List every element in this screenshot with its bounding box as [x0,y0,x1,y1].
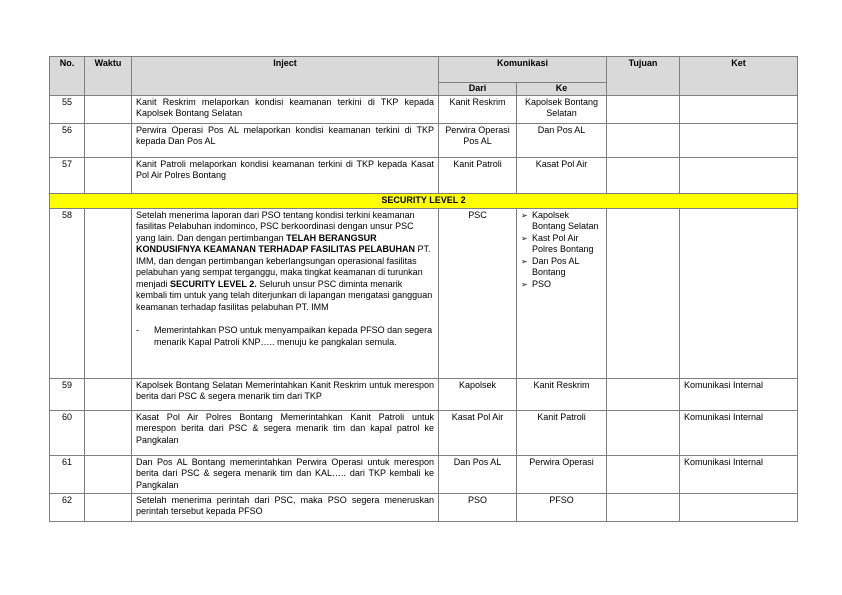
inject-table [49,56,798,522]
table-row [50,95,798,123]
table-row [50,410,798,455]
row-no: 59 [50,378,85,410]
row-ket: Komunikasi Internal [680,455,798,493]
ke-list-item: ➢ Kapolsek Bontang Selatan [521,209,599,231]
row-inject: Kanit Reskrim melaporkan kondisi keamanan terkini di TKP kepada Kapolsek Bontang Selatan [132,95,439,123]
row-dari: Kasat Pol Air [439,410,517,455]
row-waktu [85,493,132,521]
arrow-bullet-icon: ➢ [521,233,528,243]
row-ket [680,493,798,521]
row-inject: Dan Pos AL Bontang memerintahkan Perwira Operasi untuk merespon berita dari PSC & segera menarik tim dan KAL….. dari TKP kembali ke Pangkalan [132,455,439,493]
row-waktu [85,157,132,193]
ke-list [521,210,602,291]
row-inject: Kasat Pol Air Polres Bontang Memerintahkan Kanit Patroli untuk merespon berita dari PSC & segera menarik tim dan kapal patrol ke Pangkalan [132,410,439,455]
header-komunikasi: Komunikasi [439,57,607,83]
table-row [50,157,798,193]
header-ke: Ke [517,83,607,96]
row-waktu [85,95,132,123]
row-waktu [85,208,132,378]
row-no: 58 [50,208,85,378]
row-no: 61 [50,455,85,493]
row-no: 62 [50,493,85,521]
row-tujuan [607,455,680,493]
row-ket [680,208,798,378]
table-row [50,378,798,410]
table-row [50,123,798,157]
row-waktu [85,455,132,493]
row-inject [132,208,439,378]
row-tujuan [607,410,680,455]
inject-text-1: Setelah menerima laporan dari PSO tentang kondisi terkini keamanan fasilitas Pelabuhan indominco, PSC berkoordinasi dengan unsur PSC yang lain. Dan dengan pertimbangan [136,209,415,243]
header-waktu: Waktu [85,57,132,96]
row-dari: Kanit Reskrim [439,95,517,123]
row-waktu [85,123,132,157]
row-waktu [85,378,132,410]
arrow-bullet-icon: ➢ [521,210,528,220]
ke-list-item: ➢ PSO [521,278,552,289]
row-ke: Perwira Operasi [517,455,607,493]
row-no: 56 [50,123,85,157]
row-dari: Kanit Patroli [439,157,517,193]
row-ke: Kanit Reskrim [517,378,607,410]
ke-list-item: ➢ Kast Pol Air Polres Bontang [521,232,594,254]
inject-bold-2: SECURITY LEVEL 2. [170,278,257,289]
inject-bold-1: TELAH BERANGSUR KONDUSIFNYA KEAMANAN TERHADAP FASILITAS PELABUHAN [136,232,416,254]
row-ke: PFSO [517,493,607,521]
arrow-bullet-icon: ➢ [521,279,528,289]
header-inject: Inject [132,57,439,96]
row-ket [680,95,798,123]
inject-subitem-text: Memerintahkan PSO untuk menyampaikan kepada PFSO dan segera menarik Kapal Patroli KNP….. menuju ke pangkalan semula. [154,325,433,347]
row-no: 55 [50,95,85,123]
header-no: No. [50,57,85,96]
row-inject: Setelah menerima perintah dari PSC, maka PSO segera meneruskan perintah tersebut kepada PFSO [132,493,439,521]
header-dari: Dari [439,83,517,96]
table-row [50,493,798,521]
row-ke: Kasat Pol Air [517,157,607,193]
inject-text-2: PT. IMM, dan dengan pertimbangan keberlangsungan operasional fasilitas pelabuhan yang sempat terganggu, maka tingkat keamanan di turunkan menjadi [136,244,431,289]
row-dari: Dan Pos AL [439,455,517,493]
row-tujuan [607,493,680,521]
row-ket [680,157,798,193]
row-inject: Kanit Patroli melaporkan kondisi keamanan terkini di TKP kepada Kasat Pol Air Polres Bontang [132,157,439,193]
dash-bullet: - [136,325,139,335]
row-ke: Kapolsek Bontang Selatan [517,95,607,123]
section-title: SECURITY LEVEL 2 [50,193,798,208]
inject-paragraph [136,210,434,314]
row-ket: Komunikasi Internal [680,378,798,410]
row-tujuan [607,123,680,157]
row-ket [680,123,798,157]
header-tujuan: Tujuan [607,57,680,96]
row-tujuan [607,95,680,123]
row-dari: Kapolsek [439,378,517,410]
row-tujuan [607,157,680,193]
arrow-bullet-icon: ➢ [521,256,528,266]
inject-text-3: Seluruh unsur PSC diminta menarik kembali tim untuk yang telah diterjunkan di lapangan mengatasi gangguan keamanan terhadap fasilitas pelabuhan PT. IMM [136,278,433,312]
row-dari: PSO [439,493,517,521]
row-ke [517,208,607,378]
row-dari: Perwira Operasi Pos AL [439,123,517,157]
row-inject: Kapolsek Bontang Selatan Memerintahkan Kanit Reskrim untuk merespon berita dari PSC & segera menarik tim dari TKP [132,378,439,410]
table-row [50,208,798,378]
row-ke: Kanit Patroli [517,410,607,455]
row-ket: Komunikasi Internal [680,410,798,455]
ke-list-item: ➢ Dan Pos AL Bontang [521,255,580,277]
row-no: 60 [50,410,85,455]
row-ke: Dan Pos AL [517,123,607,157]
row-tujuan [607,378,680,410]
row-no: 57 [50,157,85,193]
inject-subitem [136,325,434,348]
row-inject: Perwira Operasi Pos AL melaporkan kondisi keamanan terkini di TKP kepada Dan Pos AL [132,123,439,157]
table-row [50,455,798,493]
header-ket: Ket [680,57,798,96]
row-tujuan [607,208,680,378]
row-dari: PSC [439,208,517,378]
row-waktu [85,410,132,455]
section-row [50,193,798,208]
